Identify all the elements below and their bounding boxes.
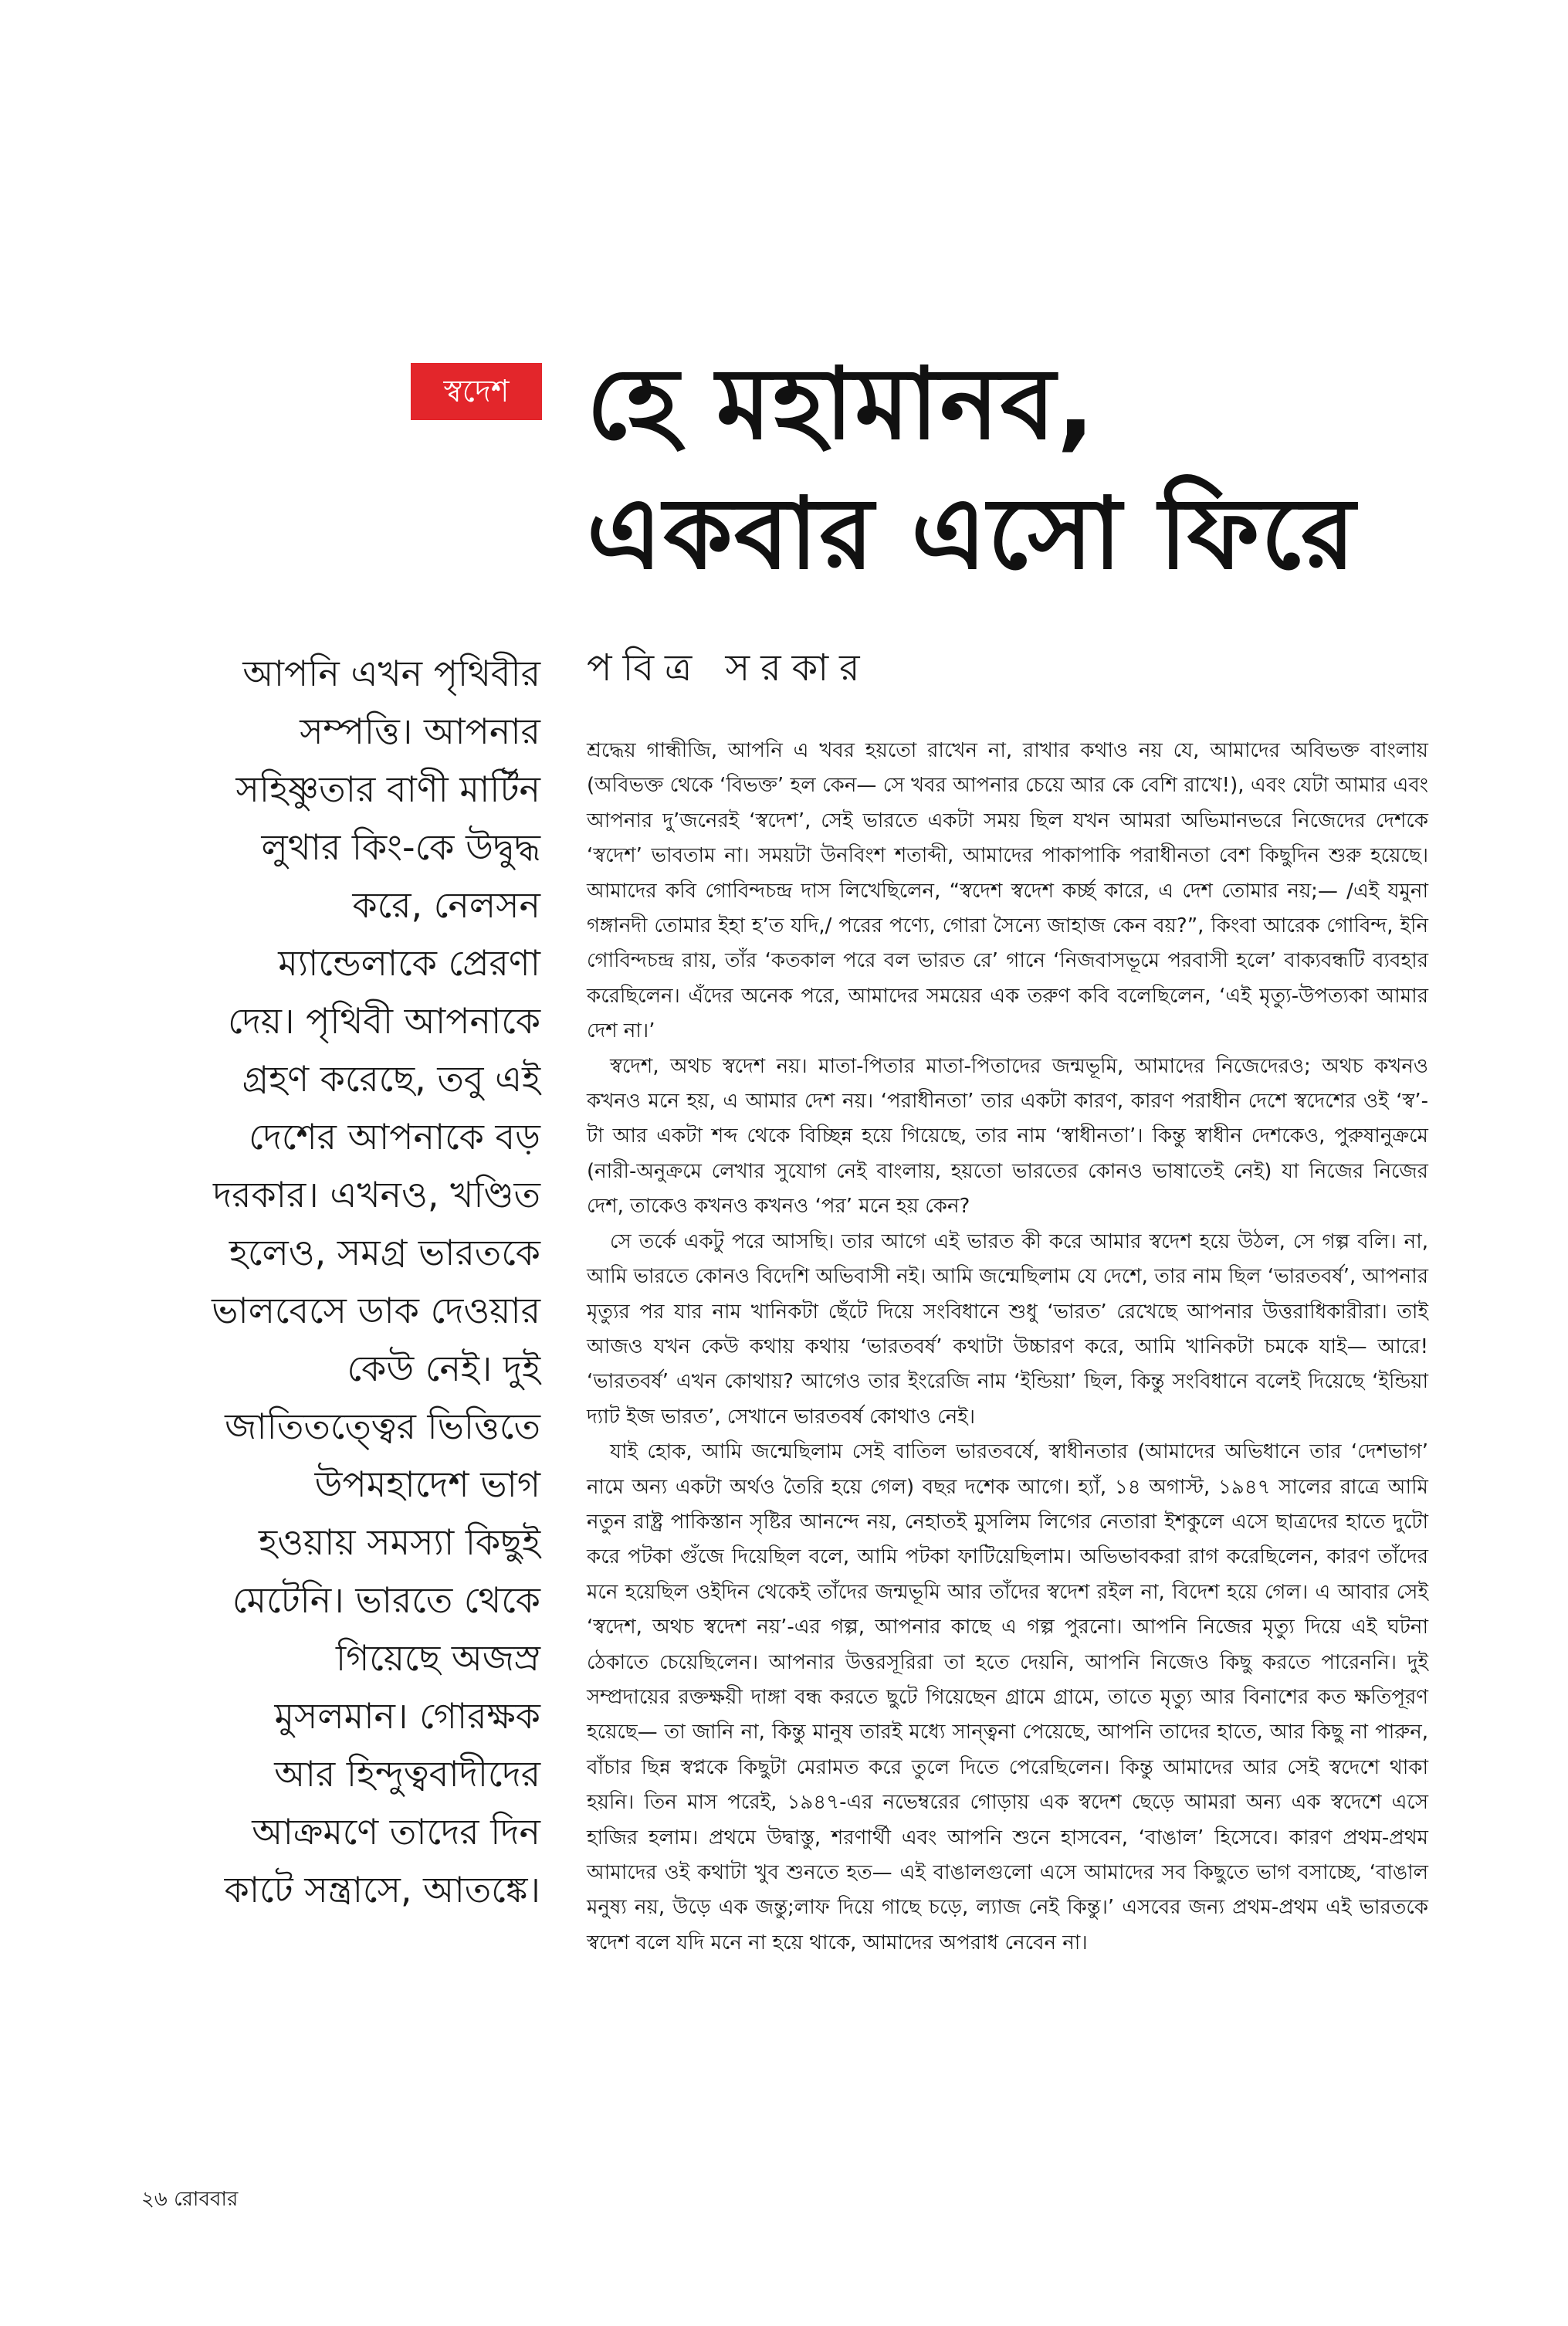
headline xyxy=(587,340,1513,599)
pull-quote-line: গ্রহণ করেছে, তবু এই xyxy=(242,1058,540,1100)
pull-quote-line: দরকার। এখনও, খণ্ডিত xyxy=(212,1174,540,1216)
pull-quote-line: সম্পত্তি। আপনার xyxy=(300,710,540,752)
headline-line-2: একবার এসো ফিরে xyxy=(587,476,1357,592)
body-paragraph: স্বদেশ, অথচ স্বদেশ নয়। মাতা-পিতার মাতা-পিতাদের জন্মভূমি, আমাদের নিজেদেরও; অথচ কখনও কখনও মনে হয়, এ আমার দেশ নয়। ‘পরাধীনতা’ তার একটা কারণ, কারণ পরাধীন দেশে স্বদেশের ওই ‘স্ব’-টা আর একটা শব্দ থেকে বিচ্ছিন্ন হয়ে গিয়েছে, তার নাম ‘স্বাধীনতা’। কিন্তু স্বাধীন দেশকেও, পুরুষানুক্রমে (নারী-অনুক্রমে লেখার সুযোগ নেই বাংলায়, হয়তো ভারতের কোনও ভাষাতেই নেই) যা নিজের নিজের দেশ, তাকেও কখনও কখনও ‘পর’ মনে হয় কেন? xyxy=(587,1054,1428,1219)
pull-quote xyxy=(139,645,540,1919)
headline-line-1: হে মহামানব, xyxy=(587,347,1096,462)
pull-quote-line: লুথার কিং-কে উদ্বুদ্ধ xyxy=(261,826,540,868)
pull-quote-line: করে, নেলসন xyxy=(352,884,540,926)
page-folio: ২৬ রোববার xyxy=(141,2188,239,2211)
pull-quote-line: হলেও, সমগ্র ভারতকে xyxy=(229,1232,540,1273)
body-paragraph: সে তর্কে একটু পরে আসছি। তার আগে এই ভারত কী করে আমার স্বদেশ হয়ে উঠল, সে গল্প বলি। না, আমি ভারতে কোনও বিদেশি অভিবাসী নই। আমি জন্মেছিলাম যে দেশে, তার নাম ছিল ‘ভারতবর্ষ’, আপনার মৃত্যুর পর যার নাম খানিকটা ছেঁটে দিয়ে সংবিধানে শুধু ‘ভারত’ রেখেছে আপনার উত্তরাধিকারীরা। তাই আজও যখন কেউ কথায় কথায় ‘ভারতবর্ষ’ কথাটা উচ্চারণ করে, আমি খানিকটা চমকে যাই— আরে! ‘ভারতবর্ষ’ এখন কোথায়? আগেও তার ইংরেজি নাম ‘ইন্ডিয়া’ ছিল, কিন্তু সংবিধানে বলেই দিয়েছে ‘ইন্ডিয়া দ্যাট ইজ ভারত’, সেখানে ভারতবর্ষ কোথাও নেই। xyxy=(587,1229,1428,1429)
pull-quote-line: জাতিতত্ত্বের ভিত্তিতে xyxy=(225,1405,540,1447)
article-body xyxy=(587,734,1428,1961)
pull-quote-line: উপমহাদেশ ভাগ xyxy=(314,1463,540,1505)
pull-quote-line: দেয়। পৃথিবী আপনাকে xyxy=(228,1000,540,1042)
pull-quote-line: দেশের আপনাকে বড় xyxy=(249,1116,540,1158)
pull-quote-line: আপনি এখন পৃথিবীর xyxy=(242,653,540,694)
pull-quote-line: গিয়েছে অজস্র xyxy=(336,1637,540,1679)
body-paragraph: যাই হোক, আমি জন্মেছিলাম সেই বাতিল ভারতবর্ষে, স্বাধীনতার (আমাদের অভিধানে তার ‘দেশভাগ’ নামে অন্য একটা অর্থও তৈরি হয়ে গেল) বছর দশেক আগে। হ্যাঁ, ১৪ অগাস্ট, ১৯৪৭ সালের রাত্রে আমি নতুন রাষ্ট্র পাকিস্তান সৃষ্টির আনন্দে নয়, নেহাতই মুসলিম লিগের নেতারা ইশকুলে এসে ছাত্রদের হাতে দুটো করে পটকা গুঁজে দিয়েছিল বলে, আমি পটকা ফাটিয়েছিলাম। অভিভাবকরা রাগ করেছিলেন, কারণ তাঁদের মনে হয়েছিল ওইদিন থেকেই তাঁদের জন্মভূমি আর তাঁদের স্বদেশ রইল না, বিদেশ হয়ে গেল। এ আবার সেই ‘স্বদেশ, অথচ স্বদেশ নয়’-এর গল্প, আপনার কাছে এ গল্প পুরনো। আপনি নিজের মৃত্যু দিয়ে এই ঘটনা ঠেকাতে চেয়েছিলেন। আপনার উত্তরসূরিরা তা হতে দেয়নি, আপনি নিজেও কিছু করতে পারেননি। দুই সম্প্রদায়ের রক্তক্ষয়ী দাঙ্গা বন্ধ করতে ছুটে গিয়েছেন গ্রামে গ্রামে, তাতে মৃত্যু আর বিনাশের কত ক্ষতিপূরণ হয়েছে— তা জানি না, কিন্তু মানুষ তারই মধ্যে সান্ত্বনা পেয়েছে, আপনি তাদের হাতে, আর কিছু না পারুন, বাঁচার ছিন্ন স্বপ্নকে কিছুটা মেরামত করে তুলে দিতে পেরেছিলেন। কিন্তু আমাদের আর সেই স্বদেশে থাকা হয়নি। তিন মাস পরেই, ১৯৪৭-এর নভেম্বরের গোড়ায় এক স্বদেশ ছেড়ে আমরা অন্য এক স্বদেশে এসে হাজির হলাম। প্রথমে উদ্বাস্তু, শরণার্থী এবং আপনি শুনে হাসবেন, ‘বাঙাল’ হিসেবে। কারণ প্রথম-প্রথম আমাদের ওই কথাটা খুব শুনতে হত— এই বাঙালগুলো এসে আমাদের সব কিছুতে ভাগ বসাচ্ছে, ‘বাঙাল মনুষ্য নয়, উড়ে এক জন্তু;লাফ দিয়ে গাছে চড়ে, ল্যাজ নেই কিন্তু।’ এসবের জন্য প্রথম-প্রথম এই ভারতকে স্বদেশ বলে যদি মনে না হয়ে থাকে, আমাদের অপরাধ নেবেন না। xyxy=(587,1440,1429,1955)
pull-quote-line: ভালবেসে ডাক দেওয়ার xyxy=(212,1290,540,1331)
pull-quote-line: আর হিন্দুত্ববাদীদের xyxy=(274,1753,540,1795)
body-paragraph: শ্রদ্ধেয় গান্ধীজি, আপনি এ খবর হয়তো রাখেন না, রাখার কথাও নয় যে, আমাদের অবিভক্ত বাংলায় (অবিভক্ত থেকে ‘বিভক্ত’ হল কেন— সে খবর আপনার চেয়ে আর কে বেশি রাখে!), এবং যেটা আমার এবং আপনার দু’জনেরই ‘স্বদেশ’, সেই ভারতে একটা সময় ছিল যখন আমরা অভিমানভরে নিজেদের দেশকে ‘স্বদেশ’ ভাবতাম না। সময়টা উনবিংশ শতাব্দী, আমাদের পাকাপাকি পরাধীনতা বেশ কিছুদিন শুরু হয়েছে। আমাদের কবি গোবিন্দচন্দ্র দাস লিখেছিলেন, “স্বদেশ স্বদেশ কর্চ্ছ কারে, এ দেশ তোমার নয়;— /এই যমুনা গঙ্গানদী তোমার ইহা হ’ত যদি,/ পরের পণ্যে, গোরা সৈন্যে জাহাজ কেন বয়?”, কিংবা আরেক গোবিন্দ, ইনি গোবিন্দচন্দ্র রায়, তাঁর ‘কতকাল পরে বল ভারত রে’ গানে ‘নিজবাসভূমে পরবাসী হলে’ বাক্যবন্ধটি ব্যবহার করেছিলেন। এঁদের অনেক পরে, আমাদের সময়ের এক তরুণ কবি বলেছিলেন, ‘এই মৃত্যু-উপত্যকা আমার দেশ না।’ xyxy=(587,739,1428,1043)
pull-quote-line: কেউ নেই। দুই xyxy=(347,1348,540,1389)
pull-quote-line: হওয়ায় সমস্যা কিছুই xyxy=(259,1521,540,1563)
byline: পবিত্র সরকার xyxy=(587,646,871,690)
pull-quote-line: মুসলমান। গোরক্ষক xyxy=(274,1695,540,1737)
pull-quote-line: আক্রমণে তাদের দিন xyxy=(252,1811,540,1853)
pull-quote-line: কাটে সন্ত্রাসে, আতঙ্কে। xyxy=(224,1869,540,1911)
pull-quote-line: ম্যান্ডেলাকে প্রেরণা xyxy=(278,942,540,984)
pull-quote-line: মেটেনি। ভারতে থেকে xyxy=(232,1579,540,1621)
section-tag: স্বদেশ xyxy=(411,363,542,420)
pull-quote-line: সহিষ্ণুতার বাণী মার্টিন xyxy=(235,768,540,810)
